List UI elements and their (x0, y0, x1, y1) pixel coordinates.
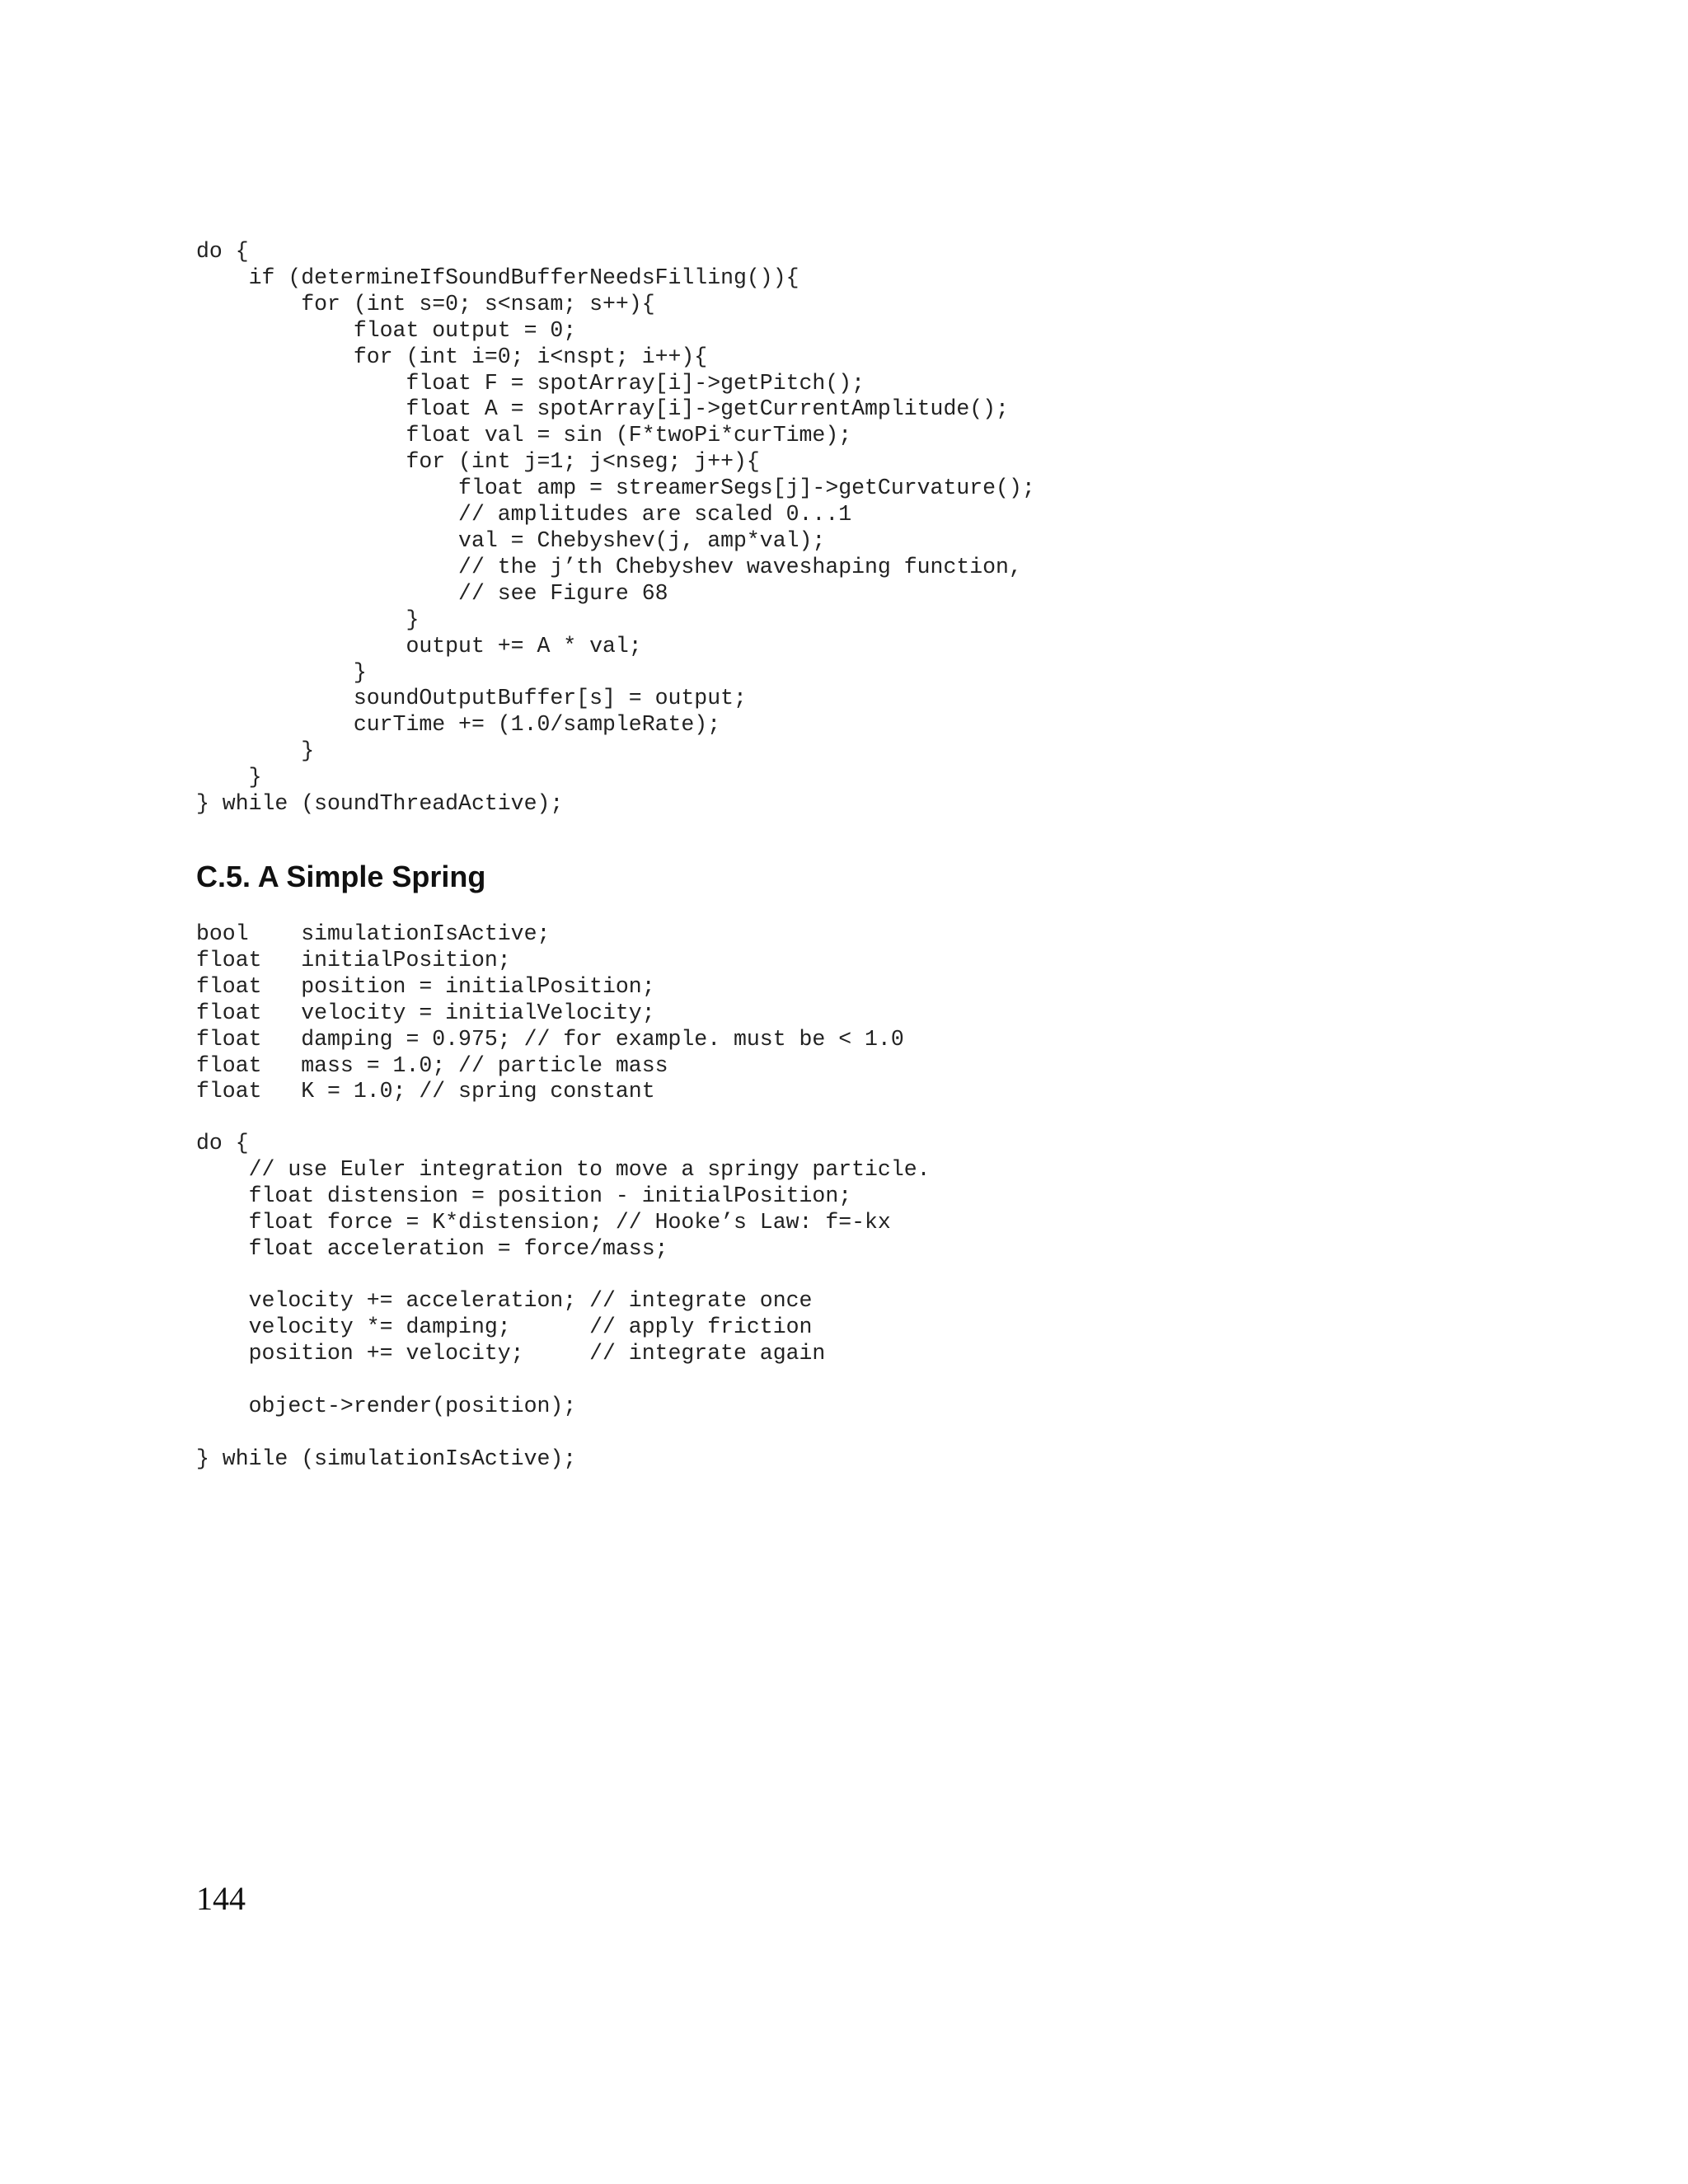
code-line: for (int i=0; i<nspt; i++){ (196, 344, 708, 369)
code-line: float velocity = initialVelocity; (196, 1000, 655, 1025)
code-line: float val = sin (F*twoPi*curTime); (196, 423, 852, 448)
code-line: do { (196, 1131, 249, 1155)
code-line: } (196, 659, 367, 685)
code-line: curTime += (1.0/sampleRate); (196, 712, 721, 738)
code-line: // use Euler integration to move a springy particle. (196, 1156, 931, 1182)
code-line: position += velocity; // integrate again (196, 1341, 826, 1366)
code-line: velocity += acceleration; // integrate once (196, 1288, 813, 1314)
code-line: object->render(position); (196, 1394, 577, 1419)
code-line: if (determineIfSoundBufferNeedsFilling()){ (196, 265, 799, 290)
code-line: float K = 1.0; // spring constant (196, 1079, 655, 1104)
code-line (196, 1420, 931, 1446)
code-line: do { (196, 239, 249, 264)
code-line: velocity *= damping; // apply friction (196, 1315, 813, 1340)
code-line: float position = initialPosition; (196, 973, 655, 999)
code-line: float output = 0; (196, 317, 577, 343)
code-line: } (196, 607, 420, 632)
code-line: } while (simulationIsActive); (196, 1446, 577, 1471)
code-line: float amp = streamerSegs[j]->getCurvature(); (196, 476, 1035, 501)
code-line (196, 1367, 931, 1394)
code-block-spring-loop (196, 1131, 931, 1473)
code-block-spring-declarations (196, 921, 904, 1105)
code-line: } (196, 738, 315, 764)
code-line: float A = spotArray[i]->getCurrentAmplitude(); (196, 396, 1009, 422)
code-line: for (int s=0; s<nsam; s++){ (196, 291, 655, 316)
page-number: 144 (196, 1880, 246, 1917)
code-line: } (196, 765, 262, 790)
code-line: } while (soundThreadActive); (196, 791, 564, 817)
code-line: // the j’th Chebyshev waveshaping function, (196, 554, 1022, 579)
code-line: float acceleration = force/mass; (196, 1235, 668, 1261)
code-line: val = Chebyshev(j, amp*val); (196, 527, 826, 553)
code-line: // see Figure 68 (196, 580, 668, 606)
code-line (196, 1263, 931, 1289)
code-line: bool simulationIsActive; (196, 921, 551, 946)
code-line: float force = K*distension; // Hooke’s Law: f=-kx (196, 1209, 891, 1235)
code-line: float initialPosition; (196, 947, 511, 972)
code-block-sound-thread (196, 239, 1035, 818)
code-line: float damping = 0.975; // for example. must be < 1.0 (196, 1026, 904, 1052)
code-line: output += A * val; (196, 633, 642, 658)
code-line: float F = spotArray[i]->getPitch(); (196, 370, 865, 396)
code-line: // amplitudes are scaled 0...1 (196, 502, 852, 527)
section-heading: C.5. A Simple Spring (196, 860, 486, 893)
code-line: float mass = 1.0; // particle mass (196, 1052, 668, 1078)
code-line: float distension = position - initialPosition; (196, 1183, 852, 1208)
code-line: for (int j=1; j<nseg; j++){ (196, 449, 760, 475)
code-line: soundOutputBuffer[s] = output; (196, 686, 747, 711)
